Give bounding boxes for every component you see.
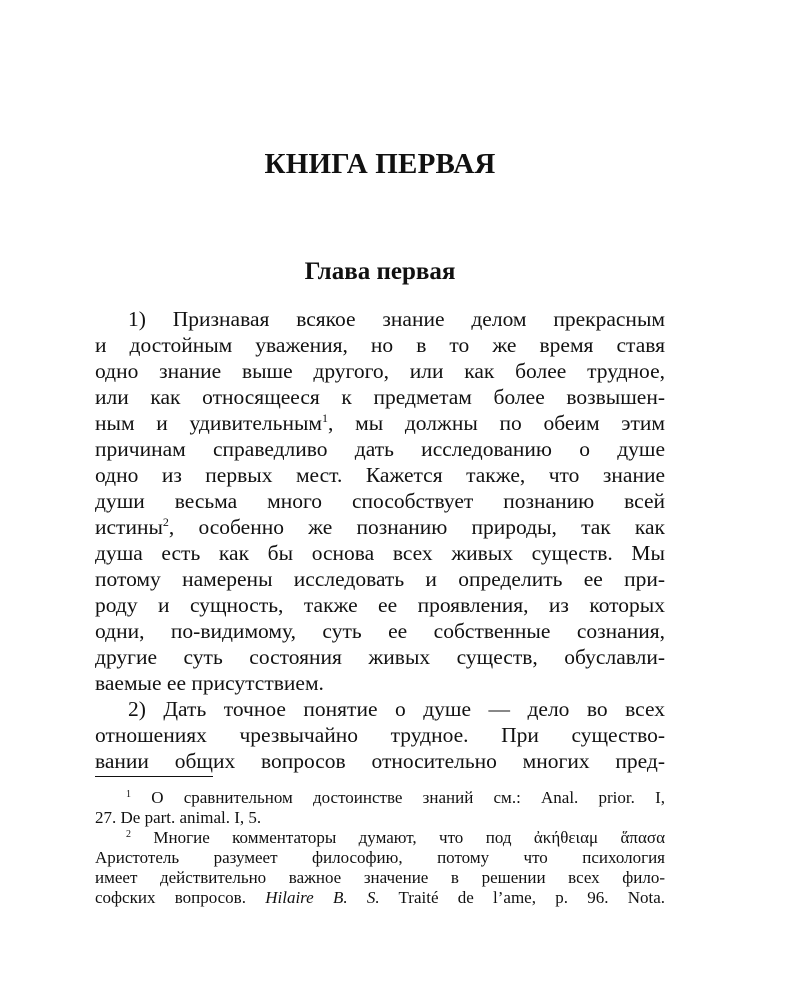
footnote-author: Hilaire B. S. <box>265 888 380 907</box>
footnote-rule <box>95 776 213 777</box>
body-line: души весьма много способствует познанию всей <box>95 489 665 513</box>
body-line: роду и сущность, также ее проявления, из которых <box>95 593 665 617</box>
body-text: , особенно же познанию природы, так как <box>168 515 665 539</box>
body-line: 2) Дать точное понятие о душе — дело во всех <box>128 697 665 721</box>
footnote-text: Traité de l’ame, p. 96. Nota. <box>379 888 666 907</box>
footnote-ref: 2 <box>162 515 169 529</box>
body-line: потому намерены исследовать и определить ее при- <box>95 567 665 591</box>
body-line: одно из первых мест. Кажется также, что знание <box>95 463 665 487</box>
footnote-text: О сравнительном достоинстве знаний см.: Anal. prior. I, <box>131 788 665 807</box>
body-line: или как относящееся к предметам более возвышен- <box>95 385 665 409</box>
footnote-line: Аристотель разумеет философию, потому что психология <box>95 848 665 867</box>
body-line: вании общих вопросов относительно многих пред- <box>95 749 665 773</box>
body-line: душа есть как бы основа всех живых существ. Мы <box>95 541 665 565</box>
footnote-number: 1 <box>126 789 131 800</box>
footnote-number: 2 <box>126 829 131 840</box>
body-line: одно знание выше другого, или как более трудное, <box>95 359 665 383</box>
body-line: и достойным уважения, но в то же время ставя <box>95 333 665 357</box>
body-line <box>95 514 665 540</box>
body-text: , мы должны по обеим этим <box>328 411 665 435</box>
body-text: ным и удивительным <box>95 411 323 435</box>
footnote-line <box>95 888 665 909</box>
footnote-line: 27. De part. animal. I, 5. <box>95 808 262 827</box>
footnote-ref: 1 <box>322 411 329 425</box>
book-title: КНИГА ПЕРВАЯ <box>264 148 496 180</box>
chapter-title: Глава первая <box>304 258 456 285</box>
body-line: 1) Признавая всякое знание делом прекрасным <box>128 307 665 331</box>
footnote-line: имеет действительно важное значение в решении всех фило- <box>95 868 665 887</box>
footnote-text: софских вопросов. <box>95 888 266 907</box>
footnote-text: Многие комментаторы думают, что под ἀκήθειαμ ἅπασα <box>131 828 665 847</box>
body-line <box>95 410 665 436</box>
footnote-line <box>126 828 665 849</box>
body-line: отношениях чрезвычайно трудное. При существо- <box>95 723 665 747</box>
footnote-line <box>126 788 665 809</box>
body-line: одни, по-видимому, суть ее собственные сознания, <box>95 619 665 643</box>
body-line: ваемые ее присутствием. <box>95 671 324 695</box>
body-text: истины <box>95 515 163 539</box>
body-line: другие суть состояния живых существ, обуславли- <box>95 645 665 669</box>
body-line: причинам справедливо дать исследованию о душе <box>95 437 665 461</box>
